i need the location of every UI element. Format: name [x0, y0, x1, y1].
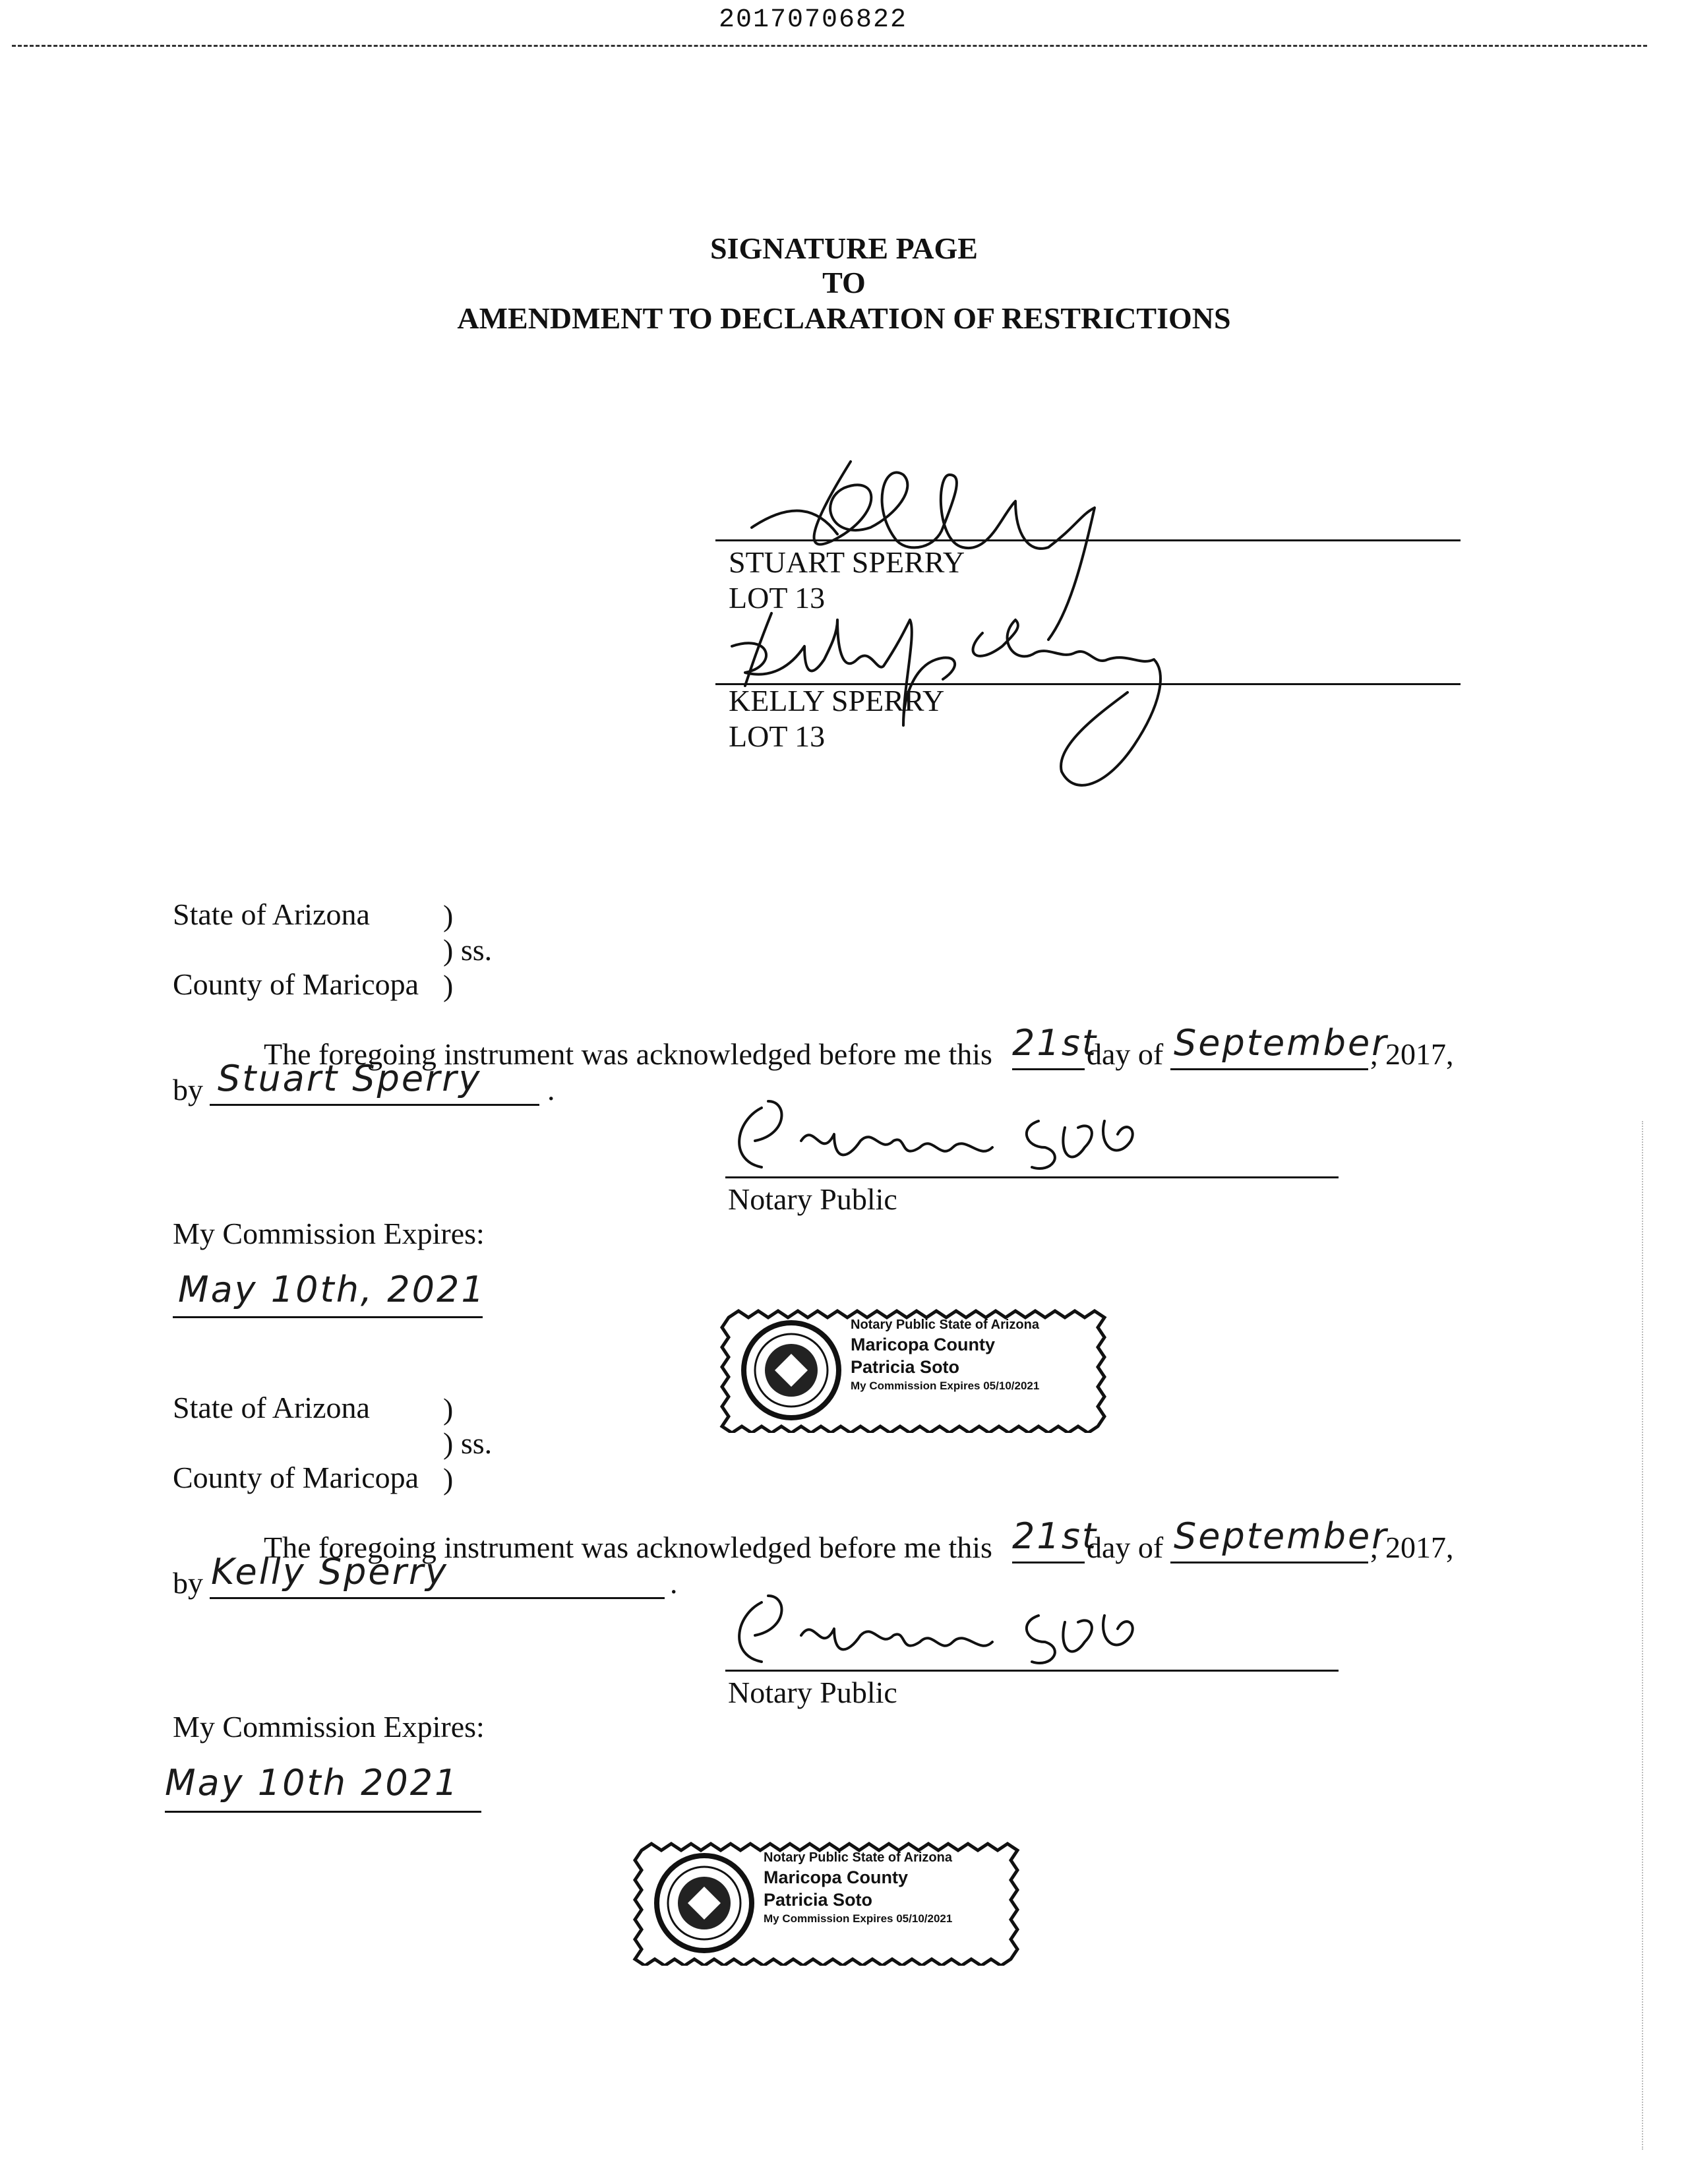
venue-paren-2a: ) [443, 1392, 454, 1426]
ack-year-1: , 2017, [1370, 1037, 1454, 1071]
venue-paren-1a: ) [443, 899, 454, 932]
ack-day-1: 21st [1012, 1022, 1099, 1064]
signer-lot-kelly: LOT 13 [729, 719, 826, 753]
ack-text-2: The foregoing instrument was acknowledged before me this [264, 1531, 992, 1564]
notary-signature-2 [722, 1589, 1184, 1675]
venue-state-1: State of Arizona [173, 897, 370, 931]
commission-label-2: My Commission Expires: [173, 1710, 485, 1744]
signer-lot-stuart: LOT 13 [729, 581, 826, 615]
ack-day-2: 21st [1012, 1515, 1099, 1557]
stamp2-line4: My Commission Expires 05/10/2021 [764, 1912, 953, 1925]
stamp1-line2: Maricopa County [851, 1335, 996, 1354]
title-line1: SIGNATURE PAGE [710, 231, 978, 265]
signer-name-stuart: STUART SPERRY [729, 545, 965, 579]
ack-month-line-1 [1170, 1068, 1368, 1070]
title-line2: TO [822, 266, 866, 299]
ack-by-line-1 [210, 1104, 539, 1106]
stamp1-line4: My Commission Expires 05/10/2021 [851, 1380, 1040, 1392]
notary-stamp-2 [632, 1837, 1027, 1966]
ack-day-line-2 [1012, 1562, 1085, 1563]
stamp2-line3: Patricia Soto [764, 1890, 873, 1910]
ack-period-1: . [547, 1073, 555, 1107]
notary-signature-1 [722, 1095, 1184, 1180]
ack-by-name-2: Kelly Sperry [211, 1551, 448, 1592]
venue-ss-2: ) ss. [443, 1426, 493, 1460]
ack-month-2: September [1174, 1515, 1389, 1557]
stamp1-line3: Patricia Soto [851, 1357, 960, 1377]
venue-county-1: County of Maricopa [173, 967, 419, 1001]
notary-label-2: Notary Public [728, 1676, 897, 1709]
title-line3: AMENDMENT TO DECLARATION OF RESTRICTIONS [457, 301, 1231, 335]
commission-date-2: May 10th 2021 [165, 1762, 460, 1804]
ack-dayof-2: day of [1087, 1531, 1164, 1564]
stamp2-line2: Maricopa County [764, 1867, 909, 1887]
recording-number: 20170706822 [719, 5, 908, 35]
notary-stamp-1 [719, 1304, 1114, 1433]
notary-line-1 [725, 1176, 1339, 1178]
ack-dayof-1: day of [1087, 1037, 1164, 1071]
venue-county-2: County of Maricopa [173, 1461, 419, 1494]
ack-period-2: . [670, 1566, 678, 1600]
signer-name-kelly: KELLY SPERRY [729, 684, 945, 717]
commission-line-1 [173, 1316, 483, 1318]
commission-label-1: My Commission Expires: [173, 1217, 485, 1250]
ack-month-1: September [1174, 1022, 1389, 1064]
stamp2-line1: Notary Public State of Arizona [764, 1850, 952, 1865]
commission-date-1: May 10th, 2021 [178, 1269, 486, 1310]
ack-by-name-1: Stuart Sperry [218, 1058, 482, 1099]
header-divider [12, 45, 1647, 47]
ack-by-2: by [173, 1566, 203, 1600]
ack-text-1: The foregoing instrument was acknowledged before me this [264, 1037, 992, 1071]
venue-state-2: State of Arizona [173, 1391, 370, 1424]
notary-label-1: Notary Public [728, 1182, 897, 1216]
signature-kelly [706, 593, 1233, 804]
ack-day-line-1 [1012, 1068, 1085, 1070]
ack-by-line-2 [210, 1597, 665, 1599]
commission-line-2 [165, 1811, 481, 1813]
ack-year-2: , 2017, [1370, 1531, 1454, 1564]
ack-month-line-2 [1170, 1562, 1368, 1563]
ack-by-1: by [173, 1073, 203, 1107]
scan-edge-artifact [1642, 1121, 1643, 2150]
notary-line-2 [725, 1670, 1339, 1672]
venue-paren-1b: ) [443, 969, 454, 1002]
venue-paren-2b: ) [443, 1462, 454, 1496]
venue-ss-1: ) ss. [443, 933, 493, 967]
stamp1-line1: Notary Public State of Arizona [851, 1318, 1039, 1332]
